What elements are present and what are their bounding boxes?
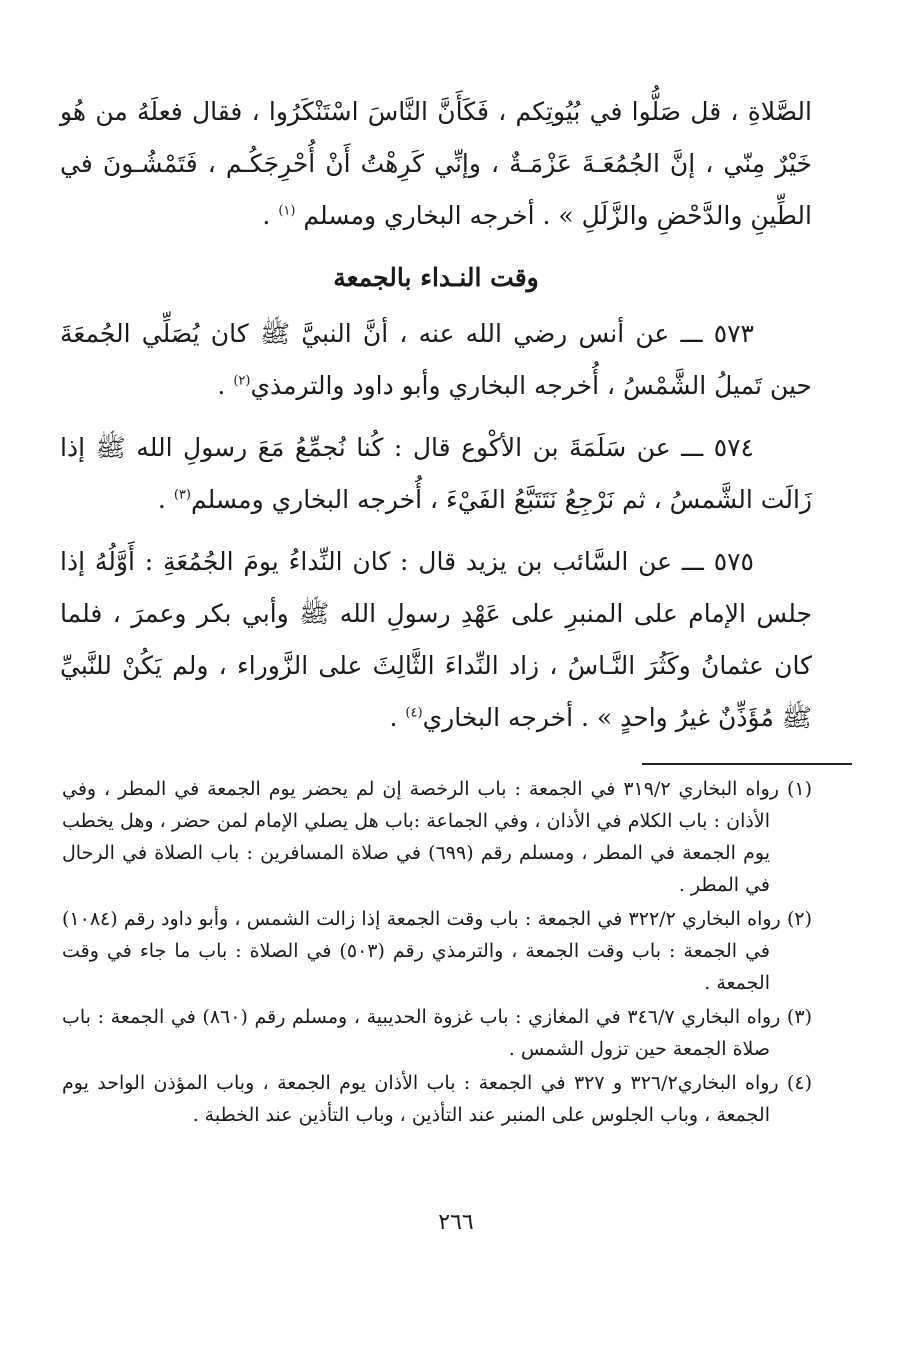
paragraph-end: .	[157, 485, 174, 514]
hadith-text: ٥٧٣ ـــ عن أنس رضي الله عنه ، أنَّ النبيَّ ﷺ كان يُصَلِّي الجُمعَةَ حين تَميلُ الشَّمْسُ ، أُخرجه البخاري وأبو داود والترمذي	[60, 319, 812, 400]
paragraph-end: .	[262, 201, 279, 230]
hadith-574	[60, 422, 812, 526]
footnote-ref: (٣)	[173, 487, 191, 503]
footnote-separator	[642, 763, 852, 765]
hadith-573	[60, 308, 812, 412]
hadith-text: ٥٧٥ ـــ عن السَّائب بن يزيد قال : كان النِّداءُ يومَ الجُمُعَةِ : أَوَّلُهُ إذا جلس الإمام على المنبرِ على عَهْدِ رسولِ الله ﷺ وأبي بكر وعمرَ ، فلما كان عثمانُ وكَثُرَ النَّـاسُ ، زاد النِّداءَ الثَّالِثَ على الزَّوراء ، ولم يَكُنْ للنَّبيِّ ﷺ مُؤَذِّنٌ غيرُ واحدٍ » . أخرجه البخاري	[60, 547, 812, 732]
paragraph-end: .	[217, 371, 234, 400]
main-text	[60, 86, 812, 744]
hadith-575	[60, 536, 812, 744]
paragraph-end: .	[389, 703, 406, 732]
footnote-2: (٢) رواه البخاري ٣٢٢/٢ في الجمعة : باب وقت الجمعة إذا زالت الشمس ، وأبو داود رقم (١٠٨٤) في الجمعة : باب وقت الجمعة ، والترمذي رقم (٥٠٣) في الصلاة : باب ما جاء في وقت الجمعة .	[62, 908, 812, 994]
intro-paragraph	[60, 86, 812, 242]
footnote-ref: (٤)	[405, 705, 423, 721]
hadith-text: ٥٧٤ ـــ عن سَلَمَةَ بن الأكْوع قال : كُنا نُجمِّعُ مَعَ رسولِ الله ﷺ إذا زَالَت الشَّمسُ ، ثم نَرْجِعُ نَتَتَبَّعُ الفَيْءَ ، أُخرجه البخاري ومسلم	[60, 433, 812, 514]
footnotes	[62, 773, 812, 1133]
spacer	[60, 412, 812, 422]
footnote-4: (٤) رواه البخاري٣٢٦/٢ و ٣٢٧ في الجمعة : باب الأذان يوم الجمعة ، وباب المؤذن الواحد يوم الجمعة ، وباب الجلوس على المنبر عند التأذين ، وباب التأذين عند الخطبة .	[62, 1072, 812, 1126]
page-number: ٢٦٦	[438, 1210, 474, 1235]
intro-text: الصَّلاةِ ، قل صَلُّوا في بُيُوتِكم ، فَكَأَنَّ النَّاسَ اسْتَنْكَرُوا ، فقال فعلَهُ من هُو خَيْرٌ مِنّي ، إنَّ الجُمُعَـةَ عَزْمَـةٌ ، وإنِّي كَرِهْتُ أَنْ أُحْرِجَكُـم ، فَتَمْشُـونَ في الطِّينِ والدَّحْضِ والزَّلَلِ » . أخرجه البخاري ومسلم	[60, 97, 812, 230]
section-heading: وقت النـداء بالجمعة	[333, 263, 539, 292]
footnote-ref: (٢)	[233, 373, 251, 389]
footnote-1: (١) رواه البخاري ٣١٩/٢ في الجمعة : باب الرخصة إن لم يحضر يوم الجمعة في المطر ، وفي الأذان : باب الكلام في الأذان ، وفي الجماعة :باب هل يصلي الإمام لمن حضر ، وهل يخطب يوم الجمعة في المطر ، ومسلم رقم (٦٩٩) في صلاة المسافرين : باب الصلاة في الرحال في المطر .	[62, 778, 812, 896]
spacer	[60, 526, 812, 536]
footnote-ref: (١)	[278, 203, 296, 219]
footnote-3: (٣) رواه البخاري ٣٤٦/٧ في المغازي : باب غزوة الحديبية ، ومسلم رقم (٨٦٠) في الجمعة : باب صلاة الجمعة حين تزول الشمس .	[62, 1006, 812, 1060]
